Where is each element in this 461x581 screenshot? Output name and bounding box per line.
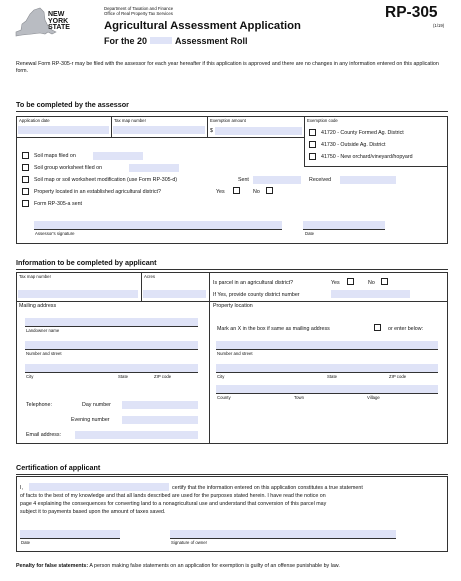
divider (209, 272, 210, 444)
mailing-address-label: Mailing address (19, 303, 57, 309)
property-county-town-village-input[interactable] (216, 385, 438, 393)
code-41730-label: 41730 - Outside Ag. District (321, 142, 386, 148)
assessor-date-input[interactable] (303, 221, 385, 229)
ag-district-no-checkbox[interactable] (266, 187, 273, 194)
ag-district-question: Property located in an established agricultural district? (34, 189, 161, 195)
parcel-question: Is parcel in an agricultural district? (213, 280, 294, 286)
mailing-street-input[interactable] (25, 341, 198, 349)
code-41750-checkbox[interactable] (309, 153, 316, 160)
divider (207, 116, 208, 137)
owner-name-input[interactable] (29, 483, 169, 491)
dept-line-2: Office of Real Property Tax Services (104, 11, 173, 16)
logo-text (48, 12, 70, 32)
parcel-yes-checkbox[interactable] (347, 278, 354, 285)
date-line (303, 229, 385, 230)
code-41750-label: 41750 - New orchard/vineyard/hopyard (321, 154, 413, 160)
soil-maps-date-input[interactable] (93, 152, 143, 160)
application-date-input[interactable] (18, 126, 109, 134)
code-41720-label: 41720 - County Formed Ag. District (321, 130, 404, 136)
property-city-label: City (217, 374, 225, 379)
day-number-label: Day number (82, 402, 111, 408)
field-line (216, 393, 438, 394)
owner-signature-label: Signature of owner (171, 540, 208, 545)
cert-text-1: certify that the information entered on this application constitutes a true statement (172, 485, 363, 491)
cert-text-4: subject it to payments based upon the amount of taxes saved. (20, 509, 166, 515)
department-name (104, 6, 173, 16)
soil-maps-label: Soil maps filed on (34, 153, 76, 159)
soil-mod-label: Soil map or soil worksheet modification (use Form RP-305-d) (34, 177, 178, 183)
field-line (216, 372, 438, 373)
form-sent-checkbox[interactable] (22, 200, 29, 207)
parcel-no-checkbox[interactable] (381, 278, 388, 285)
evening-number-label: Evening number (71, 417, 110, 423)
received-label: Received (309, 177, 332, 183)
parcel-no-label: No (368, 280, 375, 286)
cert-i-label: I, (20, 485, 23, 491)
form-sent-label: Form RP-305-a sent (34, 201, 82, 207)
exemption-code-label: Exemption code (307, 118, 338, 123)
property-location-label: Property location (213, 303, 253, 309)
property-city-state-zip-input[interactable] (216, 364, 438, 372)
ag-district-no-label: No (253, 189, 260, 195)
divider (16, 137, 304, 138)
mailing-city-label: City (26, 374, 34, 379)
cert-date-label: Date (21, 540, 31, 545)
ag-district-yes-checkbox[interactable] (233, 187, 240, 194)
landowner-name-label: Landowner name (26, 328, 60, 333)
owner-signature-input[interactable] (170, 530, 396, 538)
cert-text-2: of facts to the best of my knowledge and that all lands described are used for the purposes stated herein. I have read the notice on (20, 493, 326, 499)
assessor-date-label: Date (305, 231, 315, 236)
district-number-label: If Yes, provide county district number (213, 292, 300, 298)
sent-label: Sent (238, 177, 249, 183)
logo-line-new: NEW (48, 11, 65, 18)
logo-line-york: YORK (48, 17, 69, 25)
sent-date-input[interactable] (253, 176, 301, 184)
mark-x-label: Mark an X in the box if same as mailing address (217, 326, 330, 332)
property-zip-label: ZIP code (389, 374, 407, 379)
county-label: County (217, 395, 231, 400)
property-state-label: State (327, 374, 338, 379)
soil-group-checkbox[interactable] (22, 164, 29, 171)
certification-heading: Certification of applicant (16, 463, 101, 472)
divider (304, 166, 448, 167)
divider (141, 272, 142, 301)
cert-text-3: page 4 explaining the consequences for converting land to a nonagricultural use and understand that conversion of this parcel may (20, 501, 327, 507)
penalty-label: Penalty for false statements: (16, 563, 89, 569)
penalty-text: A person making false statements on an application for exemption is guilty of an offense punishable by law. (89, 563, 340, 569)
subtitle-pre: For the 20 (104, 36, 148, 46)
currency-sign: $ (210, 128, 213, 134)
field-line (25, 372, 198, 373)
soil-group-label: Soil group worksheet filed on (34, 165, 103, 171)
parcel-yes-label: Yes (331, 280, 340, 286)
divider (16, 269, 448, 270)
form-id: RP-305 (385, 4, 438, 21)
roll-year-input[interactable] (150, 37, 172, 44)
field-line (25, 349, 198, 350)
signature-line (170, 538, 396, 539)
soil-maps-checkbox[interactable] (22, 152, 29, 159)
acres-label: Acres (144, 274, 155, 279)
assessor-signature-input[interactable] (34, 221, 282, 229)
divider (111, 116, 112, 137)
cert-date-input[interactable] (20, 530, 120, 538)
applicant-tax-map-label: Tax map number (19, 274, 52, 279)
subtitle-post: Assessment Roll (175, 36, 248, 46)
assessor-heading: To be completed by the assessor (16, 100, 129, 109)
applicant-heading: Information to be completed by applicant (16, 258, 157, 267)
exemption-amount-input[interactable] (215, 127, 302, 135)
code-41720-checkbox[interactable] (309, 129, 316, 136)
divider (16, 301, 448, 302)
divider (16, 111, 448, 112)
mailing-state-label: State (118, 374, 129, 379)
logo-line-state: STATE (48, 24, 70, 31)
intro-text: Renewal Form RP-305-r may be filed with the assessor for each year hereafter if this application is approved and there are no changes in any information entered on this application form. (16, 61, 439, 74)
ag-district-yes-label: Yes (216, 189, 225, 195)
mailing-zip-label: ZIP code (154, 374, 172, 379)
same-as-mailing-checkbox[interactable] (374, 324, 381, 331)
or-enter-label: or enter below: (388, 326, 424, 332)
email-input[interactable] (75, 431, 198, 439)
applicant-tax-map-input[interactable] (18, 290, 138, 298)
property-street-label: Number and street (217, 351, 253, 356)
mailing-city-state-zip-input[interactable] (25, 364, 198, 372)
signature-line (34, 229, 282, 230)
page-title: Agricultural Assessment Application (104, 20, 301, 32)
district-number-input[interactable] (331, 290, 410, 298)
ag-district-checkbox[interactable] (22, 188, 29, 195)
received-date-input[interactable] (340, 176, 396, 184)
divider (304, 116, 305, 166)
penalty-statement (16, 563, 436, 570)
date-line (20, 538, 120, 539)
form-revision: (1/19) (433, 23, 445, 28)
soil-mod-checkbox[interactable] (22, 176, 29, 183)
exemption-amount-label: Exemption amount (210, 118, 246, 123)
dept-line-1: Department of Taxation and Finance (104, 6, 174, 11)
field-line (25, 326, 198, 327)
landowner-name-input[interactable] (25, 318, 198, 326)
code-41730-checkbox[interactable] (309, 141, 316, 148)
soil-group-date-input[interactable] (129, 164, 179, 172)
application-date-label: Application date (19, 118, 50, 123)
mailing-street-label: Number and street (26, 351, 62, 356)
day-number-input[interactable] (122, 401, 198, 409)
divider (16, 474, 448, 475)
village-label: Village (367, 395, 380, 400)
page-subtitle (104, 36, 248, 46)
town-label: Town (294, 395, 305, 400)
field-line (216, 349, 438, 350)
acres-input[interactable] (143, 290, 206, 298)
email-label: Email address: (26, 432, 62, 438)
evening-number-input[interactable] (122, 416, 198, 424)
telephone-label: Telephone: (26, 402, 52, 408)
assessor-signature-label: Assessor's signature (35, 231, 75, 236)
assessor-tax-map-input[interactable] (113, 126, 205, 134)
property-street-input[interactable] (216, 341, 438, 349)
assessor-tax-map-label: Tax map number (114, 118, 147, 123)
